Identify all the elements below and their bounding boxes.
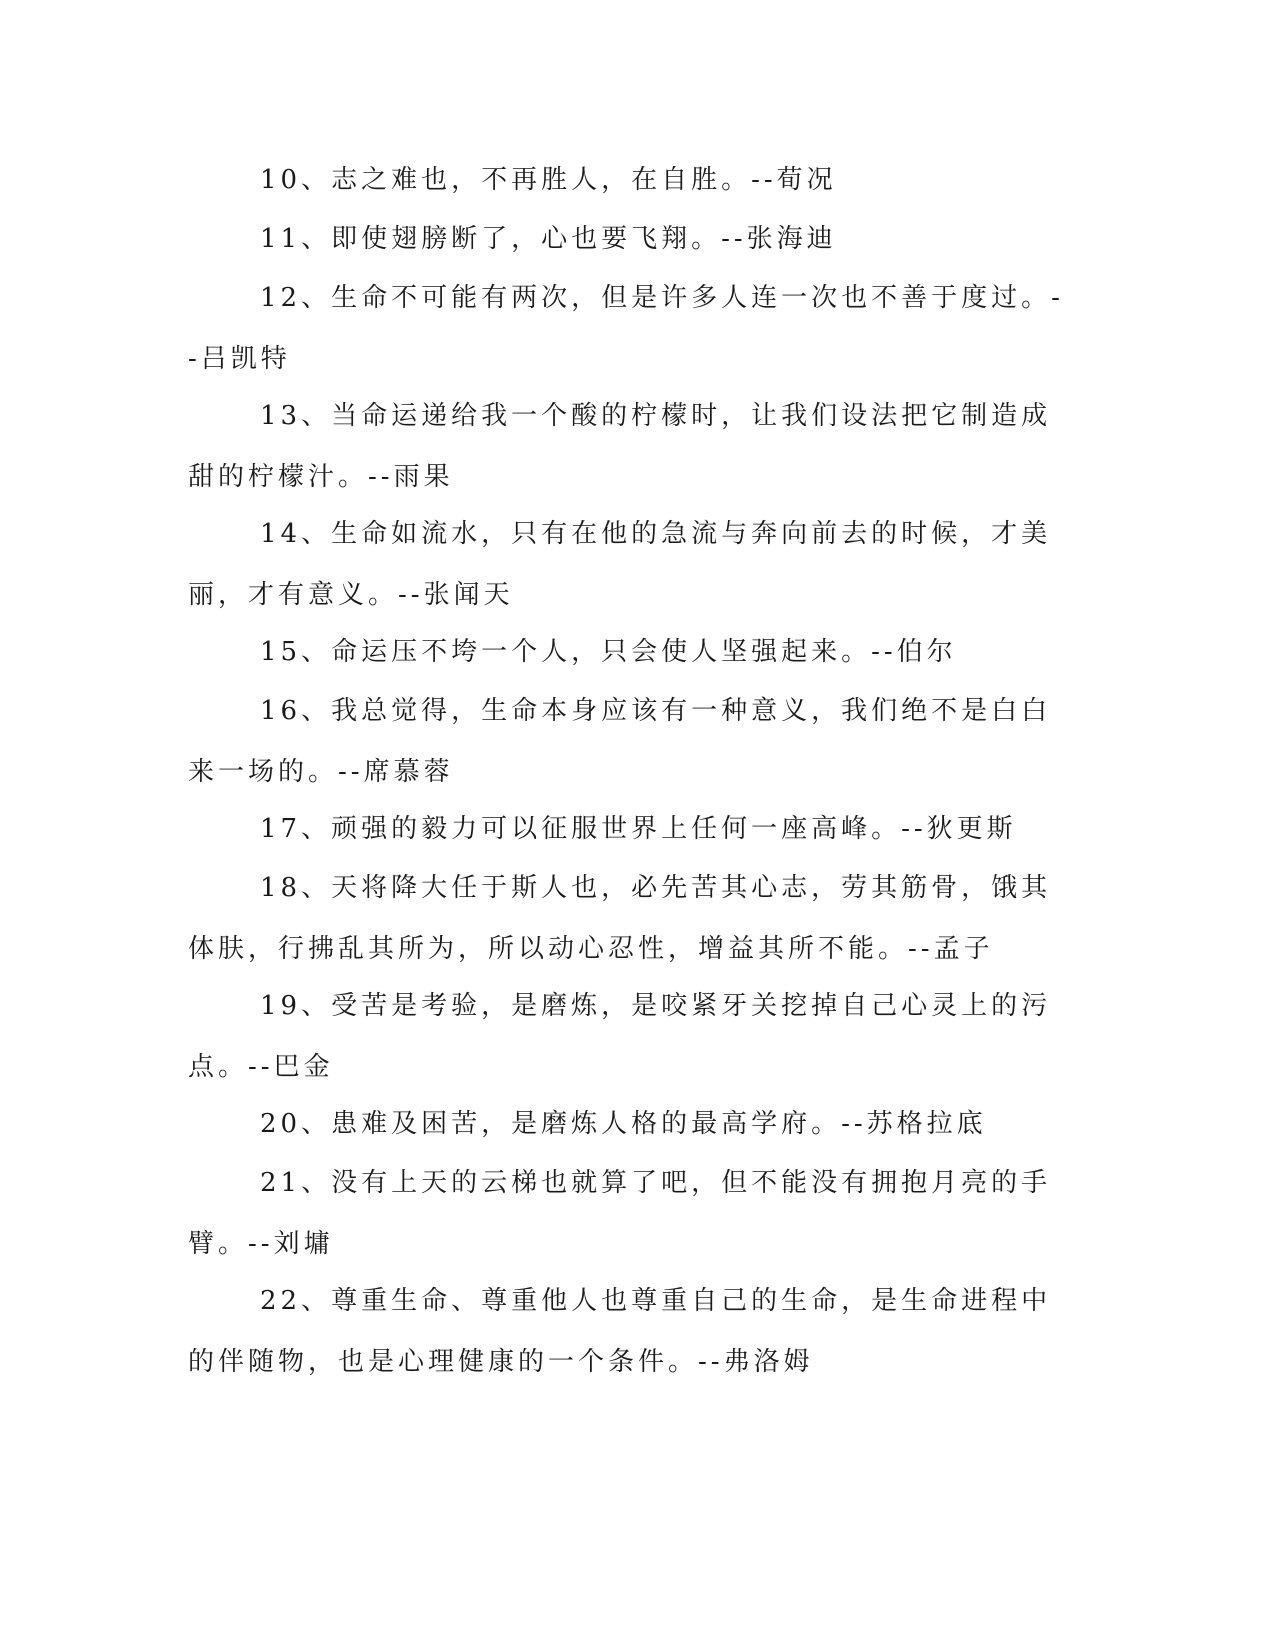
quote-21: 21、没有上天的云梯也就算了吧，但不能没有拥抱月亮的手臂。--刘墉 [188, 1168, 1052, 1259]
quote-12: 12、生命不可能有两次，但是许多人连一次也不善于度过。--吕凯特 [188, 283, 1064, 374]
quote-15: 15、命运压不垮一个人，只会使人坚强起来。--伯尔 [260, 637, 957, 667]
quote-17: 17、顽强的毅力可以征服世界上任何一座高峰。--狄更斯 [260, 814, 1017, 844]
quote-11: 11、即使翅膀断了，心也要飞翔。--张海迪 [260, 224, 837, 254]
quote-18: 18、天将降大任于斯人也，必先苦其心志，劳其筋骨，饿其体肤，行拂乱其所为，所以动心忍性，增益其所不能。--孟子 [188, 873, 1052, 964]
quote-19: 19、受苦是考验，是磨炼，是咬紧牙关挖掉自己心灵上的污点。--巴金 [188, 991, 1052, 1082]
quote-20: 20、患难及困苦，是磨炼人格的最高学府。--苏格拉底 [260, 1109, 987, 1139]
quote-10: 10、志之难也，不再胜人，在自胜。--荀况 [260, 165, 837, 195]
quote-16: 16、我总觉得，生命本身应该有一种意义，我们绝不是白白来一场的。--席慕蓉 [188, 696, 1052, 787]
quote-22: 22、尊重生命、尊重他人也尊重自己的生命，是生命进程中的伴随物，也是心理健康的一个条件。--弗洛姆 [188, 1286, 1052, 1377]
quote-13: 13、当命运递给我一个酸的柠檬时，让我们设法把它制造成甜的柠檬汁。--雨果 [188, 401, 1052, 492]
quote-14: 14、生命如流水，只有在他的急流与奔向前去的时候，才美丽，才有意义。--张闻天 [188, 519, 1052, 610]
